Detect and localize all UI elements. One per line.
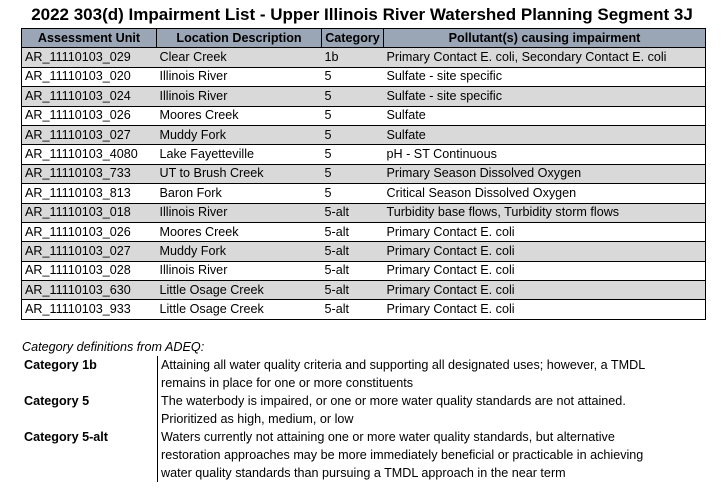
pollutant-cell: Turbidity base flows, Turbidity storm flows [384,203,706,222]
table-row [22,203,706,222]
impairment-table [21,28,706,320]
assessment-unit-cell: AR_11110103_027 [22,242,157,261]
pollutant-cell: Sulfate [384,106,706,125]
pollutant-cell: Primary Contact E. coli [384,261,706,280]
table-row [22,261,706,280]
definition-line: Attaining all water quality criteria and supporting all designated uses; however, a TMDL [161,358,646,372]
location-cell: Illinois River [157,87,322,106]
definitions-heading: Category definitions from ADEQ: [22,340,205,354]
category-cell: 5 [322,125,384,144]
table-row [22,242,706,261]
pollutant-cell: Primary Contact E. coli [384,222,706,241]
location-cell: Illinois River [157,203,322,222]
location-cell: Little Osage Creek [157,300,322,319]
assessment-unit-cell: AR_11110103_018 [22,203,157,222]
location-cell: Moores Creek [157,106,322,125]
assessment-unit-cell: AR_11110103_027 [22,125,157,144]
table-row [22,184,706,203]
page-title: 2022 303(d) Impairment List - Upper Illinois River Watershed Planning Segment 3J [31,5,693,24]
pollutant-cell: Primary Contact E. coli, Secondary Contact E. coli [384,48,706,67]
definition-text [157,356,701,392]
table-row [22,300,706,319]
pollutant-cell: Primary Contact E. coli [384,281,706,300]
assessment-unit-cell: AR_11110103_029 [22,48,157,67]
assessment-unit-cell: AR_11110103_024 [22,87,157,106]
category-cell: 5 [322,184,384,203]
location-cell: Illinois River [157,67,322,86]
table-row [22,164,706,183]
category-cell: 1b [322,48,384,67]
pollutant-cell: Sulfate - site specific [384,67,706,86]
category-cell: 5 [322,145,384,164]
assessment-unit-cell: AR_11110103_026 [22,106,157,125]
location-cell: Muddy Fork [157,125,322,144]
col-header-pollutants: Pollutant(s) causing impairment [384,29,706,48]
category-cell: 5 [322,67,384,86]
assessment-unit-cell: AR_11110103_933 [22,300,157,319]
pollutant-cell: pH - ST Continuous [384,145,706,164]
definition-term: Category 5-alt [24,430,108,444]
location-cell: Clear Creek [157,48,322,67]
definition-line: restoration approaches may be more immediately beneficial or practicable in achieving [161,448,644,462]
pollutant-cell: Primary Season Dissolved Oxygen [384,164,706,183]
table-row [22,125,706,144]
definition-line: water quality standards than pursuing a TMDL approach in the near term [161,466,566,480]
pollutant-cell: Primary Contact E. coli [384,242,706,261]
category-cell: 5-alt [322,203,384,222]
col-header-category: Category [322,29,384,48]
category-cell: 5-alt [322,261,384,280]
location-cell: Illinois River [157,261,322,280]
assessment-unit-cell: AR_11110103_4080 [22,145,157,164]
table-row [22,145,706,164]
definition-term: Category 1b [24,358,97,372]
assessment-unit-cell: AR_11110103_020 [22,67,157,86]
table-row [22,67,706,86]
category-cell: 5-alt [322,242,384,261]
category-cell: 5 [322,87,384,106]
definition-text [157,392,701,428]
definition-text [157,428,701,482]
assessment-unit-cell: AR_11110103_630 [22,281,157,300]
definition-line: The waterbody is impaired, or one or more water quality standards are not attained. [161,394,626,408]
pollutant-cell: Primary Contact E. coli [384,300,706,319]
location-cell: Baron Fork [157,184,322,203]
location-cell: UT to Brush Creek [157,164,322,183]
table-row [22,87,706,106]
pollutant-cell: Critical Season Dissolved Oxygen [384,184,706,203]
table-header-row [22,29,706,48]
col-header-assessment-unit: Assessment Unit [22,29,157,48]
location-cell: Moores Creek [157,222,322,241]
category-cell: 5 [322,106,384,125]
table-row [22,281,706,300]
pollutant-cell: Sulfate [384,125,706,144]
table-row [22,48,706,67]
definition-line: Waters currently not attaining one or more water quality standards, but alternative [161,430,615,444]
definition-term: Category 5 [24,394,90,408]
location-cell: Muddy Fork [157,242,322,261]
category-cell: 5-alt [322,281,384,300]
col-header-location: Location Description [157,29,322,48]
category-cell: 5 [322,164,384,183]
pollutant-cell: Sulfate - site specific [384,87,706,106]
table-row [22,106,706,125]
location-cell: Lake Fayetteville [157,145,322,164]
assessment-unit-cell: AR_11110103_813 [22,184,157,203]
assessment-unit-cell: AR_11110103_028 [22,261,157,280]
table-row [22,222,706,241]
category-cell: 5-alt [322,222,384,241]
definition-line: Prioritized as high, medium, or low [161,412,354,426]
category-cell: 5-alt [322,300,384,319]
assessment-unit-cell: AR_11110103_026 [22,222,157,241]
assessment-unit-cell: AR_11110103_733 [22,164,157,183]
definition-line: remains in place for one or more constituents [161,376,413,390]
location-cell: Little Osage Creek [157,281,322,300]
